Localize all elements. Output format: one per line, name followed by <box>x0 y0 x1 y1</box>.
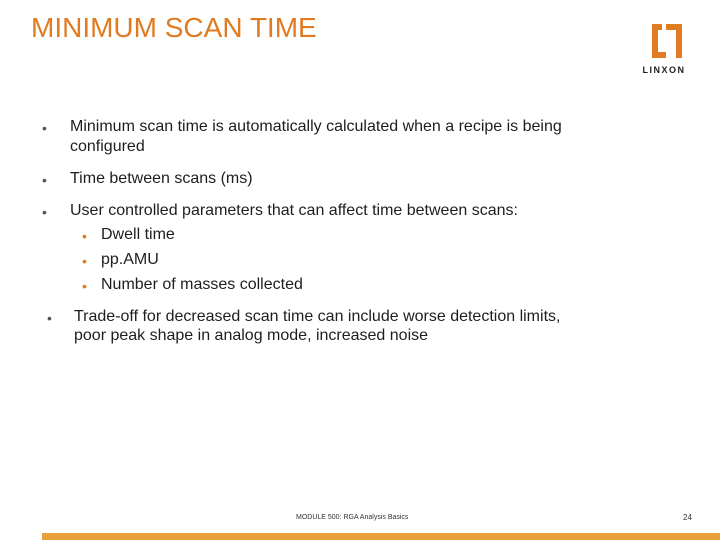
slide-title: MINIMUM SCAN TIME <box>31 12 317 43</box>
slide-footer: MODULE 500: RGA Analysis Basics <box>296 514 409 521</box>
page-number: 24 <box>683 513 692 522</box>
bullet-text: Trade-off for decreased scan time can include worse detection limits, <box>74 308 561 325</box>
bullet-text-continued: poor peak shape in analog mode, increased noise <box>74 327 429 344</box>
bullet-dot: • <box>42 204 47 220</box>
sub-bullet-text: Dwell time <box>101 226 175 243</box>
sub-bullet-text: Number of masses collected <box>101 276 303 293</box>
bullet-text: Minimum scan time is automatically calculated when a recipe is being <box>70 118 562 135</box>
sub-bullet-dot: • <box>82 278 87 294</box>
bullet-text-continued: configured <box>70 138 145 155</box>
sub-bullet-dot: • <box>82 228 87 244</box>
bullet-dot: • <box>47 310 52 326</box>
sub-bullet-dot: • <box>82 253 87 269</box>
footer-accent-bar <box>42 533 720 540</box>
bullet-dot: • <box>42 172 47 188</box>
bullet-dot: • <box>42 120 47 136</box>
sub-bullet-text: pp.AMU <box>101 251 159 268</box>
bullet-text: User controlled parameters that can affect time between scans: <box>70 202 518 219</box>
bullet-text: Time between scans (ms) <box>70 170 253 187</box>
logo-text: LINXON <box>642 65 686 75</box>
